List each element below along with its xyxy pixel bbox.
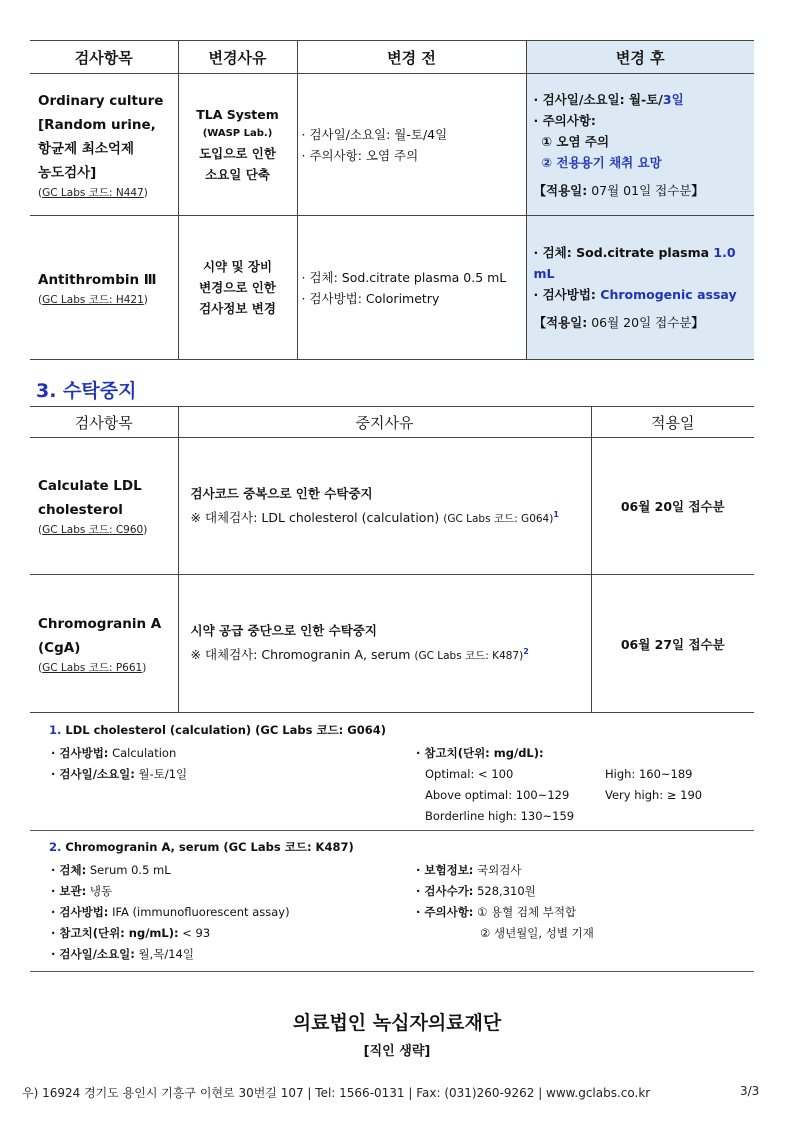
footnote-title: 2. Chromogranin A, serum (GC Labs 코드: K487)	[49, 840, 354, 854]
table-row	[30, 438, 754, 575]
test-name-line: cholesterol	[38, 502, 123, 518]
reason-text: TLA System (WASP Lab.) 도입으로 인한 소요일 단축	[196, 107, 279, 182]
apply-date: 06월 27일 접수분	[591, 575, 754, 713]
test-code: (GC Labs 코드: P661)	[38, 661, 147, 674]
test-name-line: Calculate LDL	[38, 478, 142, 494]
test-code: (GC Labs 코드: C960)	[38, 524, 148, 536]
before-line: · 검체: Sod.citrate plasma 0.5 mL	[301, 269, 507, 285]
apply-date: 【적용일: 07월 01일 접수분】	[533, 182, 704, 198]
test-name-line: 항균제 최소억제	[38, 140, 134, 157]
header-after: 변경 후	[526, 41, 754, 74]
footnote-line: · 참고치(단위: mg/dL):	[416, 746, 544, 760]
after-line: · 검사일/소요일: 월-토/3일	[533, 91, 684, 107]
after-line: ② 전용용기 채취 요망	[541, 154, 662, 170]
stop-reason-cell	[178, 575, 591, 713]
test-item-cell	[30, 74, 178, 216]
before-line: · 검사일/소요일: 월-토/4일	[301, 126, 448, 142]
test-item-cell	[30, 438, 178, 575]
footnote-line: · 보험정보: 국외검사	[416, 863, 522, 877]
discontinue-table-header	[30, 407, 754, 438]
alternative-test: ※ 대체검사: Chromogranin A, serum (GC Labs 코드: K487)$^2$	[190, 647, 529, 663]
test-name-line: Chromogranin A	[38, 615, 162, 632]
test-name-line: Antithrombin Ⅲ	[38, 271, 157, 288]
seal-omitted: [직인 생략]	[363, 1044, 431, 1059]
footnote-ref: 1	[553, 509, 559, 519]
reference-value: High: 160~189	[605, 767, 693, 781]
after-line: · 검체: Sod.citrate plasma 1.0 mL	[533, 245, 736, 281]
reason-text: 시약 및 장비 변경으로 인한 검사정보 변경	[199, 259, 276, 316]
after-line: ① 오염 주의	[541, 133, 610, 149]
footnote-line: · 참고치(단위: ng/mL): < 93	[51, 926, 211, 940]
test-name-line: Ordinary culture	[38, 92, 164, 109]
header-reason: 중지사유	[178, 407, 591, 438]
stop-reason: 시약 공급 중단으로 인한 수탁중지	[190, 623, 377, 639]
apply-date: 06월 20일 접수분	[591, 438, 754, 575]
before-line: · 주의사항: 오염 주의	[301, 147, 419, 163]
footer-contact: 우) 16924 경기도 용인시 기흥구 이현로 30번길 107 | Tel: 1566-0131 | Fax: (031)260-9262 | www.gclabs.co.kr	[22, 1086, 651, 1100]
divider	[30, 971, 754, 972]
divider	[30, 830, 754, 831]
test-code: (GC Labs 코드: N447)	[38, 186, 148, 199]
reference-value: Above optimal: 100~129	[425, 788, 570, 802]
footnote-line: · 검사수가: 528,310원	[416, 884, 536, 898]
before-cell	[297, 216, 526, 360]
footnote-line: · 검사일/소요일: 월,목/14일	[51, 947, 194, 961]
apply-date: 【적용일: 06월 20일 접수분】	[533, 315, 704, 330]
footnote-line: · 주의사항: ① 용혈 검체 부적합	[416, 905, 577, 919]
footnote-line: · 검체: Serum 0.5 mL	[51, 863, 171, 877]
test-code: (GC Labs 코드: H421)	[38, 293, 148, 306]
header-date: 적용일	[591, 407, 754, 438]
footnote-2	[30, 839, 754, 969]
change-table	[30, 40, 754, 360]
header-before: 변경 전	[297, 41, 526, 74]
reference-value: Borderline high: 130~159	[425, 809, 575, 823]
after-line: · 주의사항:	[533, 112, 596, 128]
footnote-ref: 2	[523, 647, 529, 657]
footnote-line: · 검사일/소요일: 월-토/1일	[51, 767, 188, 781]
footnote-line: · 보관: 냉동	[51, 884, 113, 898]
reason-cell	[178, 216, 297, 360]
test-item-cell	[30, 575, 178, 713]
test-name-line: (CgA)	[38, 639, 81, 656]
reason-cell	[178, 74, 297, 216]
table-row	[30, 575, 754, 713]
header-item: 검사항목	[30, 407, 178, 438]
footnote-title: 1. LDL cholesterol (calculation) (GC Labs 코드: G064)	[49, 723, 386, 737]
organization-name: 의료법인 녹십자의료재단	[292, 1012, 502, 1034]
discontinue-table	[30, 406, 754, 713]
section-title: 3. 수탁중지	[36, 380, 137, 402]
after-cell	[526, 216, 754, 360]
alternative-test: ※ 대체검사: LDL cholesterol (calculation) (GC Labs 코드: G064)$^1$	[190, 509, 559, 526]
reference-value: Very high: ≥ 190	[605, 788, 703, 802]
test-name-line: 농도검사]	[38, 164, 97, 181]
before-cell	[297, 74, 526, 216]
footnote-line: · 검사방법: Calculation	[51, 746, 177, 760]
table-row	[30, 216, 754, 360]
before-line: · 검사방법: Colorimetry	[301, 290, 440, 306]
after-cell	[526, 74, 754, 216]
footnote-1	[30, 722, 754, 832]
stop-reason-cell	[178, 438, 591, 575]
test-item-cell	[30, 216, 178, 360]
stop-reason: 검사코드 중복으로 인한 수탁중지	[190, 485, 373, 501]
footnote-line: ② 생년월일, 성별 기재	[480, 926, 594, 940]
after-line: · 검사방법: Chromogenic assay	[533, 287, 737, 302]
header-reason: 변경사유	[178, 41, 297, 74]
page-number: 3/3	[740, 1084, 760, 1098]
footnote-line: · 검사방법: IFA (immunofluorescent assay)	[51, 905, 290, 919]
test-name-line: [Random urine,	[38, 116, 156, 133]
change-table-header	[30, 41, 754, 74]
header-item: 검사항목	[30, 41, 178, 74]
table-row	[30, 74, 754, 216]
reference-value: Optimal: < 100	[425, 767, 514, 781]
